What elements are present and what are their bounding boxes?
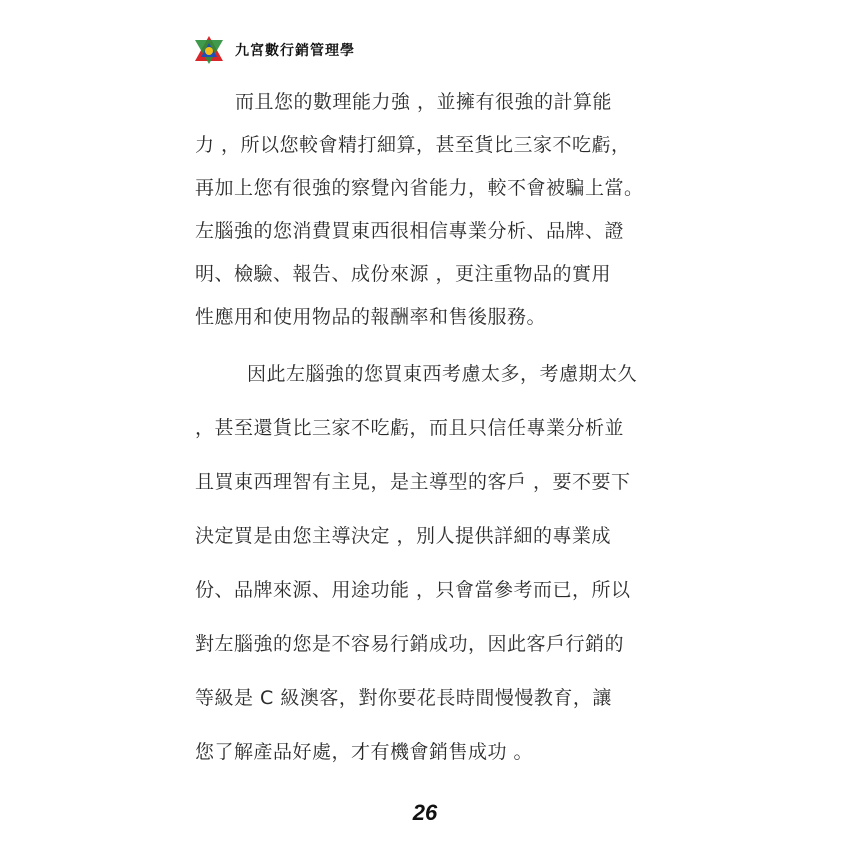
text-line: 您了解產品好處，才有機會銷售成功 。	[195, 741, 534, 763]
page-number: 26	[412, 800, 438, 825]
book-title: 九宮數行銷管理學	[235, 43, 355, 59]
text-line: 力 ，所以您較會精打細算，甚至貨比三家不吃虧，	[195, 134, 631, 156]
text-line: 因此左腦強的您買東西考慮太多，考慮期太久	[247, 363, 638, 385]
page-header	[193, 35, 355, 65]
text-line: 對左腦強的您是不容易行銷成功，因此客戶行銷的	[195, 633, 625, 655]
text-line: 而且您的數理能力強 ，並擁有很強的計算能	[235, 91, 613, 113]
text-line: 等級是 C 級澳客，對你要花長時間慢慢教育，讓	[195, 687, 612, 709]
text-line: 份、品牌來源、用途功能 ，只會當參考而已，所以	[195, 579, 631, 601]
star-logo-icon	[193, 35, 225, 65]
text-line: 性應用和使用物品的報酬率和售後服務。	[195, 306, 547, 328]
text-line: 再加上您有很強的察覺內省能力，較不會被騙上當。	[195, 177, 644, 199]
text-line: 決定買是由您主導決定 ，別人提供詳細的專業成	[195, 525, 612, 547]
text-line: 且買東西理智有主見，是主導型的客戶 ，要不要下	[195, 471, 631, 493]
text-line: 明、檢驗、報告、成份來源 ，更注重物品的實用	[195, 263, 612, 285]
text-line: ，甚至還貨比三家不吃虧，而且只信任專業分析並	[195, 417, 625, 439]
text-line: 左腦強的您消費買東西很相信專業分析、品牌、證	[195, 220, 625, 242]
